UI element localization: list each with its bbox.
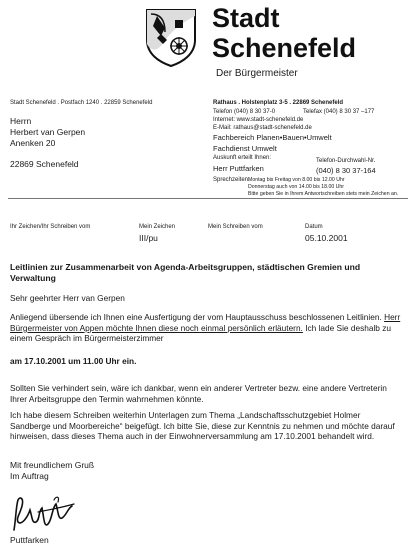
handwritten-signature — [8, 494, 80, 536]
paragraph1-part2: Herr Bürgermeister von Appen möchte Ihnen diese noch einmal persönlich erläutern. — [10, 312, 401, 333]
your-reference-label: Ihr Zeichen/Ihr Schreiben vom — [10, 224, 91, 230]
recipient-salutation: Herrn — [10, 116, 32, 126]
info-label: Auskunft erteilt Ihnen: — [213, 155, 272, 161]
recipient-city: 22869 Schenefeld — [10, 159, 79, 169]
divider-line — [8, 198, 408, 199]
letterhead-office: Der Bürgermeister — [216, 68, 298, 79]
subject-line: Leitlinien zur Zusammenarbeit von Agenda-Arbeitsgruppen, städtischen Gremien und Verwaltung — [10, 262, 361, 283]
recipient-name: Herbert van Gerpen — [10, 127, 86, 137]
paragraph1-part3: Ich lade Sie deshalb zu einem Gespräch im Bürgermeisterzimmer — [10, 322, 391, 344]
contact-address: Rathaus . Holstenplatz 3-5 . 22869 Schenefeld — [213, 100, 344, 106]
office-hours-note: Bitte geben Sie in Ihrem Antwortschreiben stets mein Zeichen an. — [248, 191, 399, 197]
recipient-street: Anenken 20 — [10, 138, 56, 148]
my-reference-value: III/pu — [139, 233, 158, 243]
office-hours-line1: Montag bis Freitag von 8.00 bis 12.00 Uhr — [248, 177, 345, 183]
contact-internet: Internet: www.stadt-schenefeld.de — [213, 117, 304, 123]
contact-phone: Telefon (040) 8 30 37-0 — [213, 109, 276, 115]
direct-dial-number: (040) 8 30 37-164 — [316, 166, 376, 175]
date-value: 05.10.2001 — [305, 233, 348, 243]
date-label: Datum — [305, 224, 323, 230]
closing-greeting: Mit freundlichem Gruß — [10, 460, 95, 470]
closing-on-behalf: Im Auftrag — [10, 471, 49, 481]
letterhead-city-line2: Schenefeld — [212, 33, 357, 63]
sender-return-line: Stadt Schenefeld . Postfach 1240 . 22859 Schenefeld — [10, 100, 153, 106]
appointment-line: am 17.10.2001 um 11.00 Uhr ein. — [10, 356, 137, 366]
paragraph-substitute: Sollten Sie verhindert sein, wäre ich dankbar, wenn ein anderer Vertreter bezw. eine andere Vertreterin Ihrer Arbeitsgruppe den Termin wahrnehmen könnte. — [10, 383, 387, 404]
paragraph-invitation — [10, 312, 402, 344]
letterhead-city-line1: Stadt — [212, 3, 280, 33]
office-hours-title: Sprechzeiten: — [213, 177, 250, 183]
contact-fax: Telefax (040) 8 30 37 –177 — [303, 109, 375, 115]
signer-name: Puttfarken — [10, 535, 49, 545]
my-letter-label: Mein Schreiben vom — [208, 224, 263, 230]
department-line2: Fachdienst Umwelt — [213, 144, 277, 153]
paragraph-attachments: Ich habe diesem Schreiben weiterhin Unterlagen zum Thema „Landschaftsschutzgebiet Holmer Sandberge und Moorbereiche“ beigefügt. Ich bitte Sie, diese zur Kenntnis zu nehmen und möchte darauf hinweisen, dass dieses Thema auch in der Einwohnerversammlung am 17.10.2001 behandelt wird. — [10, 410, 395, 442]
direct-dial-label: Telefon-Durchwahl-Nr. — [316, 158, 376, 164]
department-line1: Fachbereich Planen•Bauen•Umwelt — [213, 133, 332, 142]
salutation: Sehr geehrter Herr van Gerpen — [10, 293, 125, 303]
office-hours-line2: Donnerstag auch von 14.00 bis 18.00 Uhr — [248, 184, 345, 190]
paragraph1-part1: Anliegend übersende ich Ihnen eine Ausfertigung der vom Hauptausschuss beschlossenen Leitlinien. — [10, 312, 382, 322]
contact-email: E-Mail: rathaus@stadt-schenefeld.de — [213, 125, 312, 131]
info-name: Herr Puttfarken — [213, 164, 264, 173]
city-crest-logo — [139, 6, 203, 68]
my-reference-label: Mein Zeichen — [139, 224, 176, 230]
